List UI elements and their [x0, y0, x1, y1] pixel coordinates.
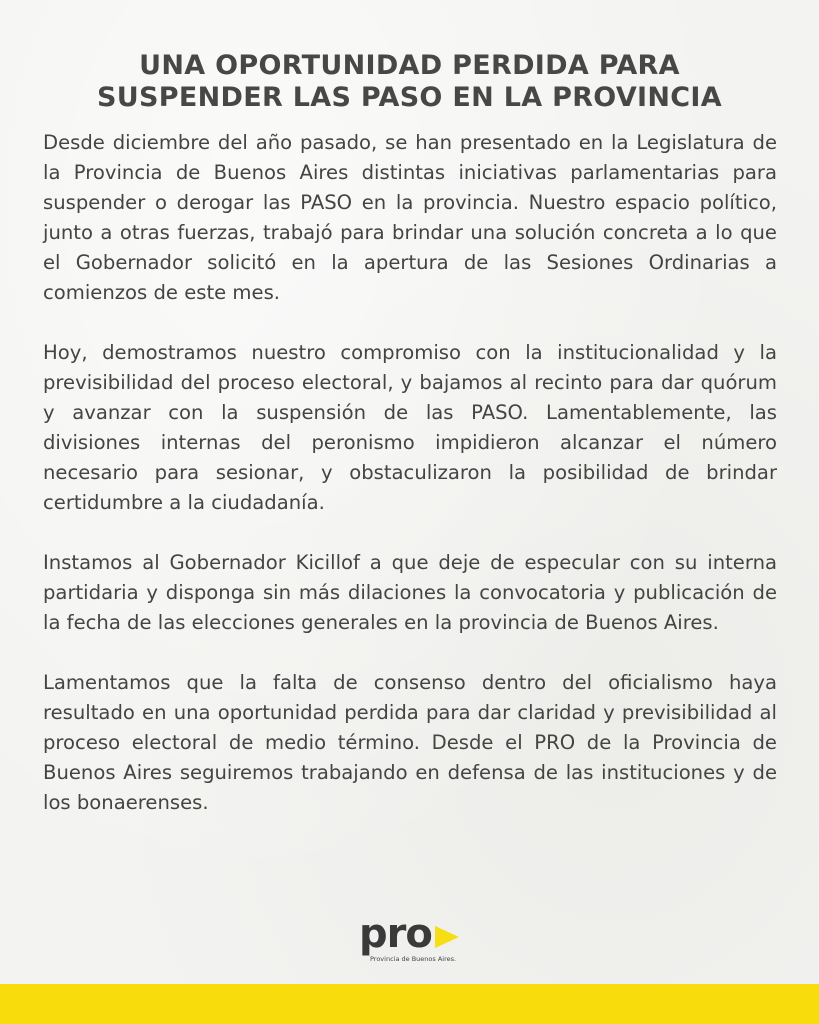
statement-body — [43, 128, 777, 848]
pro-logo — [359, 911, 479, 966]
title-line-1: UNA OPORTUNIDAD PERDIDA PARA — [139, 50, 680, 81]
yellow-footer-bar — [0, 984, 819, 1024]
page-title — [40, 50, 779, 114]
paragraph-2: Hoy, demostramos nuestro compromiso con la institucionalidad y la previsibilidad del proceso electoral, y bajamos al recinto para dar quórum y avanzar con la suspensión de las PASO. Lamentablemente, las divisiones internas del peronismo impidieron alcanzar el número necesario para sesionar, y obstaculizaron la posibilidad de brindar certidumbre a la ciudadanía. — [43, 341, 777, 514]
title-line-2: SUSPENDER LAS PASO EN LA PROVINCIA — [97, 82, 722, 113]
logo-wordmark: pro — [359, 911, 432, 957]
logo-subtitle: Provincia de Buenos Aires. — [370, 955, 457, 963]
paragraph-4: Lamentamos que la falta de consenso dentro del oficialismo haya resultado en una oportunidad perdida para dar claridad y previsibilidad al proceso electoral de medio término. Desde el PRO de la Provincia de Buenos Aires seguiremos trabajando en defensa de las instituciones y de los bonaerenses. — [43, 671, 777, 814]
play-triangle-icon — [435, 926, 459, 948]
paragraph-3: Instamos al Gobernador Kicillof a que deje de especular con su interna partidaria y disponga sin más dilaciones la convocatoria y publicación de la fecha de las elecciones generales en la provincia de Buenos Aires. — [43, 551, 777, 634]
paragraph-1: Desde diciembre del año pasado, se han presentado en la Legislatura de la Provincia de Buenos Aires distintas iniciativas parlamentarias para suspender o derogar las PASO en la provincia. Nuestro espacio político, junto a otras fuerzas, trabajó para brindar una solución concreta a lo que el Gobernador solicitó en la apertura de las Sesiones Ordinarias a comienzos de este mes. — [43, 131, 777, 304]
